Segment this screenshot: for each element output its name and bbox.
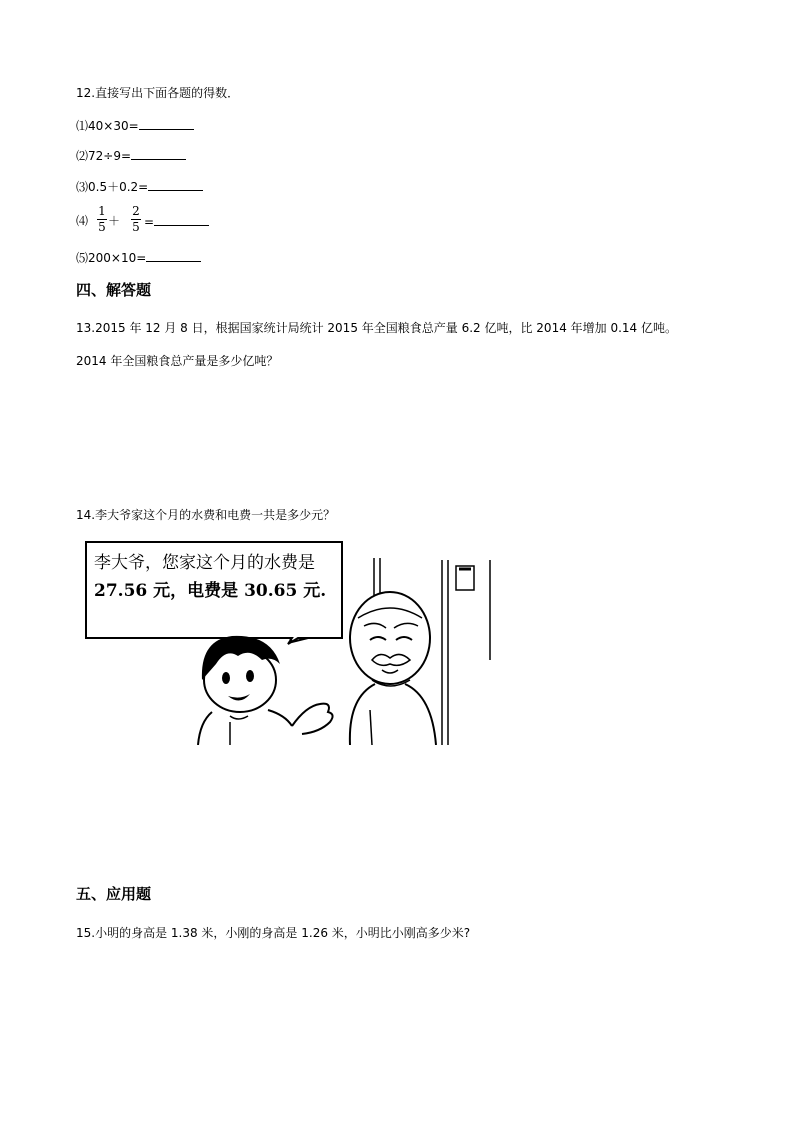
q12-item-2 <box>76 147 186 164</box>
old-man-body <box>350 684 436 745</box>
answer-blank-2[interactable] <box>131 147 186 160</box>
q13-line-2: 2014 年全国粮食总产量是多少亿吨？ <box>76 354 279 368</box>
section-5-heading: 五、应用题 <box>76 885 152 903</box>
q12-item-4-prefix: ⑷ <box>76 214 89 228</box>
fraction-2-denominator: 5 <box>132 220 140 234</box>
old-man-head <box>350 592 430 684</box>
q12-item-5-text: ⑸200×10= <box>76 251 147 265</box>
answer-blank-1[interactable] <box>139 117 194 130</box>
illustration <box>80 540 500 745</box>
q12-item-3-text: ⑶0.5＋0.2= <box>76 180 149 194</box>
plus-sign: ＋ <box>108 214 121 228</box>
section-4-heading: 四、解答题 <box>76 281 152 299</box>
q15-text: 15.小明的身高是 1.38 米，小刚的身高是 1.26 米，小明比小刚高多少米? <box>76 926 471 940</box>
answer-blank-3[interactable] <box>148 178 203 191</box>
q12-item-4-equals: = <box>144 215 155 229</box>
q12-item-4-eq <box>144 213 209 230</box>
boy-hand <box>292 704 333 734</box>
q12-item-2-text: ⑵72÷9= <box>76 149 132 163</box>
boy-head <box>204 648 276 712</box>
answer-blank-4[interactable] <box>154 213 209 226</box>
q12-item-1-text: ⑴40×30= <box>76 119 139 133</box>
q12-item-3 <box>76 178 203 195</box>
q12-item-1 <box>76 117 194 134</box>
bubble-line-1: 李大爷，您家这个月的水费是 <box>94 553 315 573</box>
answer-blank-5[interactable] <box>146 249 201 262</box>
q12-title: 12.直接写出下面各题的得数． <box>76 86 240 100</box>
q14-text: 14.李大爷家这个月的水费和电费一共是多少元？ <box>76 508 336 522</box>
q12-item-5 <box>76 249 201 266</box>
fraction-1-denominator: 5 <box>98 220 106 234</box>
fraction-1 <box>97 205 107 234</box>
bubble-line-2: 27.56 元，电费是 30.65 元. <box>94 581 327 601</box>
boy-body <box>198 710 292 745</box>
fraction-2 <box>131 205 141 234</box>
q13-line-1: 13.2015 年 12 月 8 日，根据国家统计局统计 2015 年全国粮食总产量 6.2 亿吨，比 2014 年增加 0.14 亿吨。 <box>76 321 677 335</box>
fraction-2-numerator: 2 <box>132 204 140 218</box>
fraction-1-numerator: 1 <box>98 204 106 218</box>
